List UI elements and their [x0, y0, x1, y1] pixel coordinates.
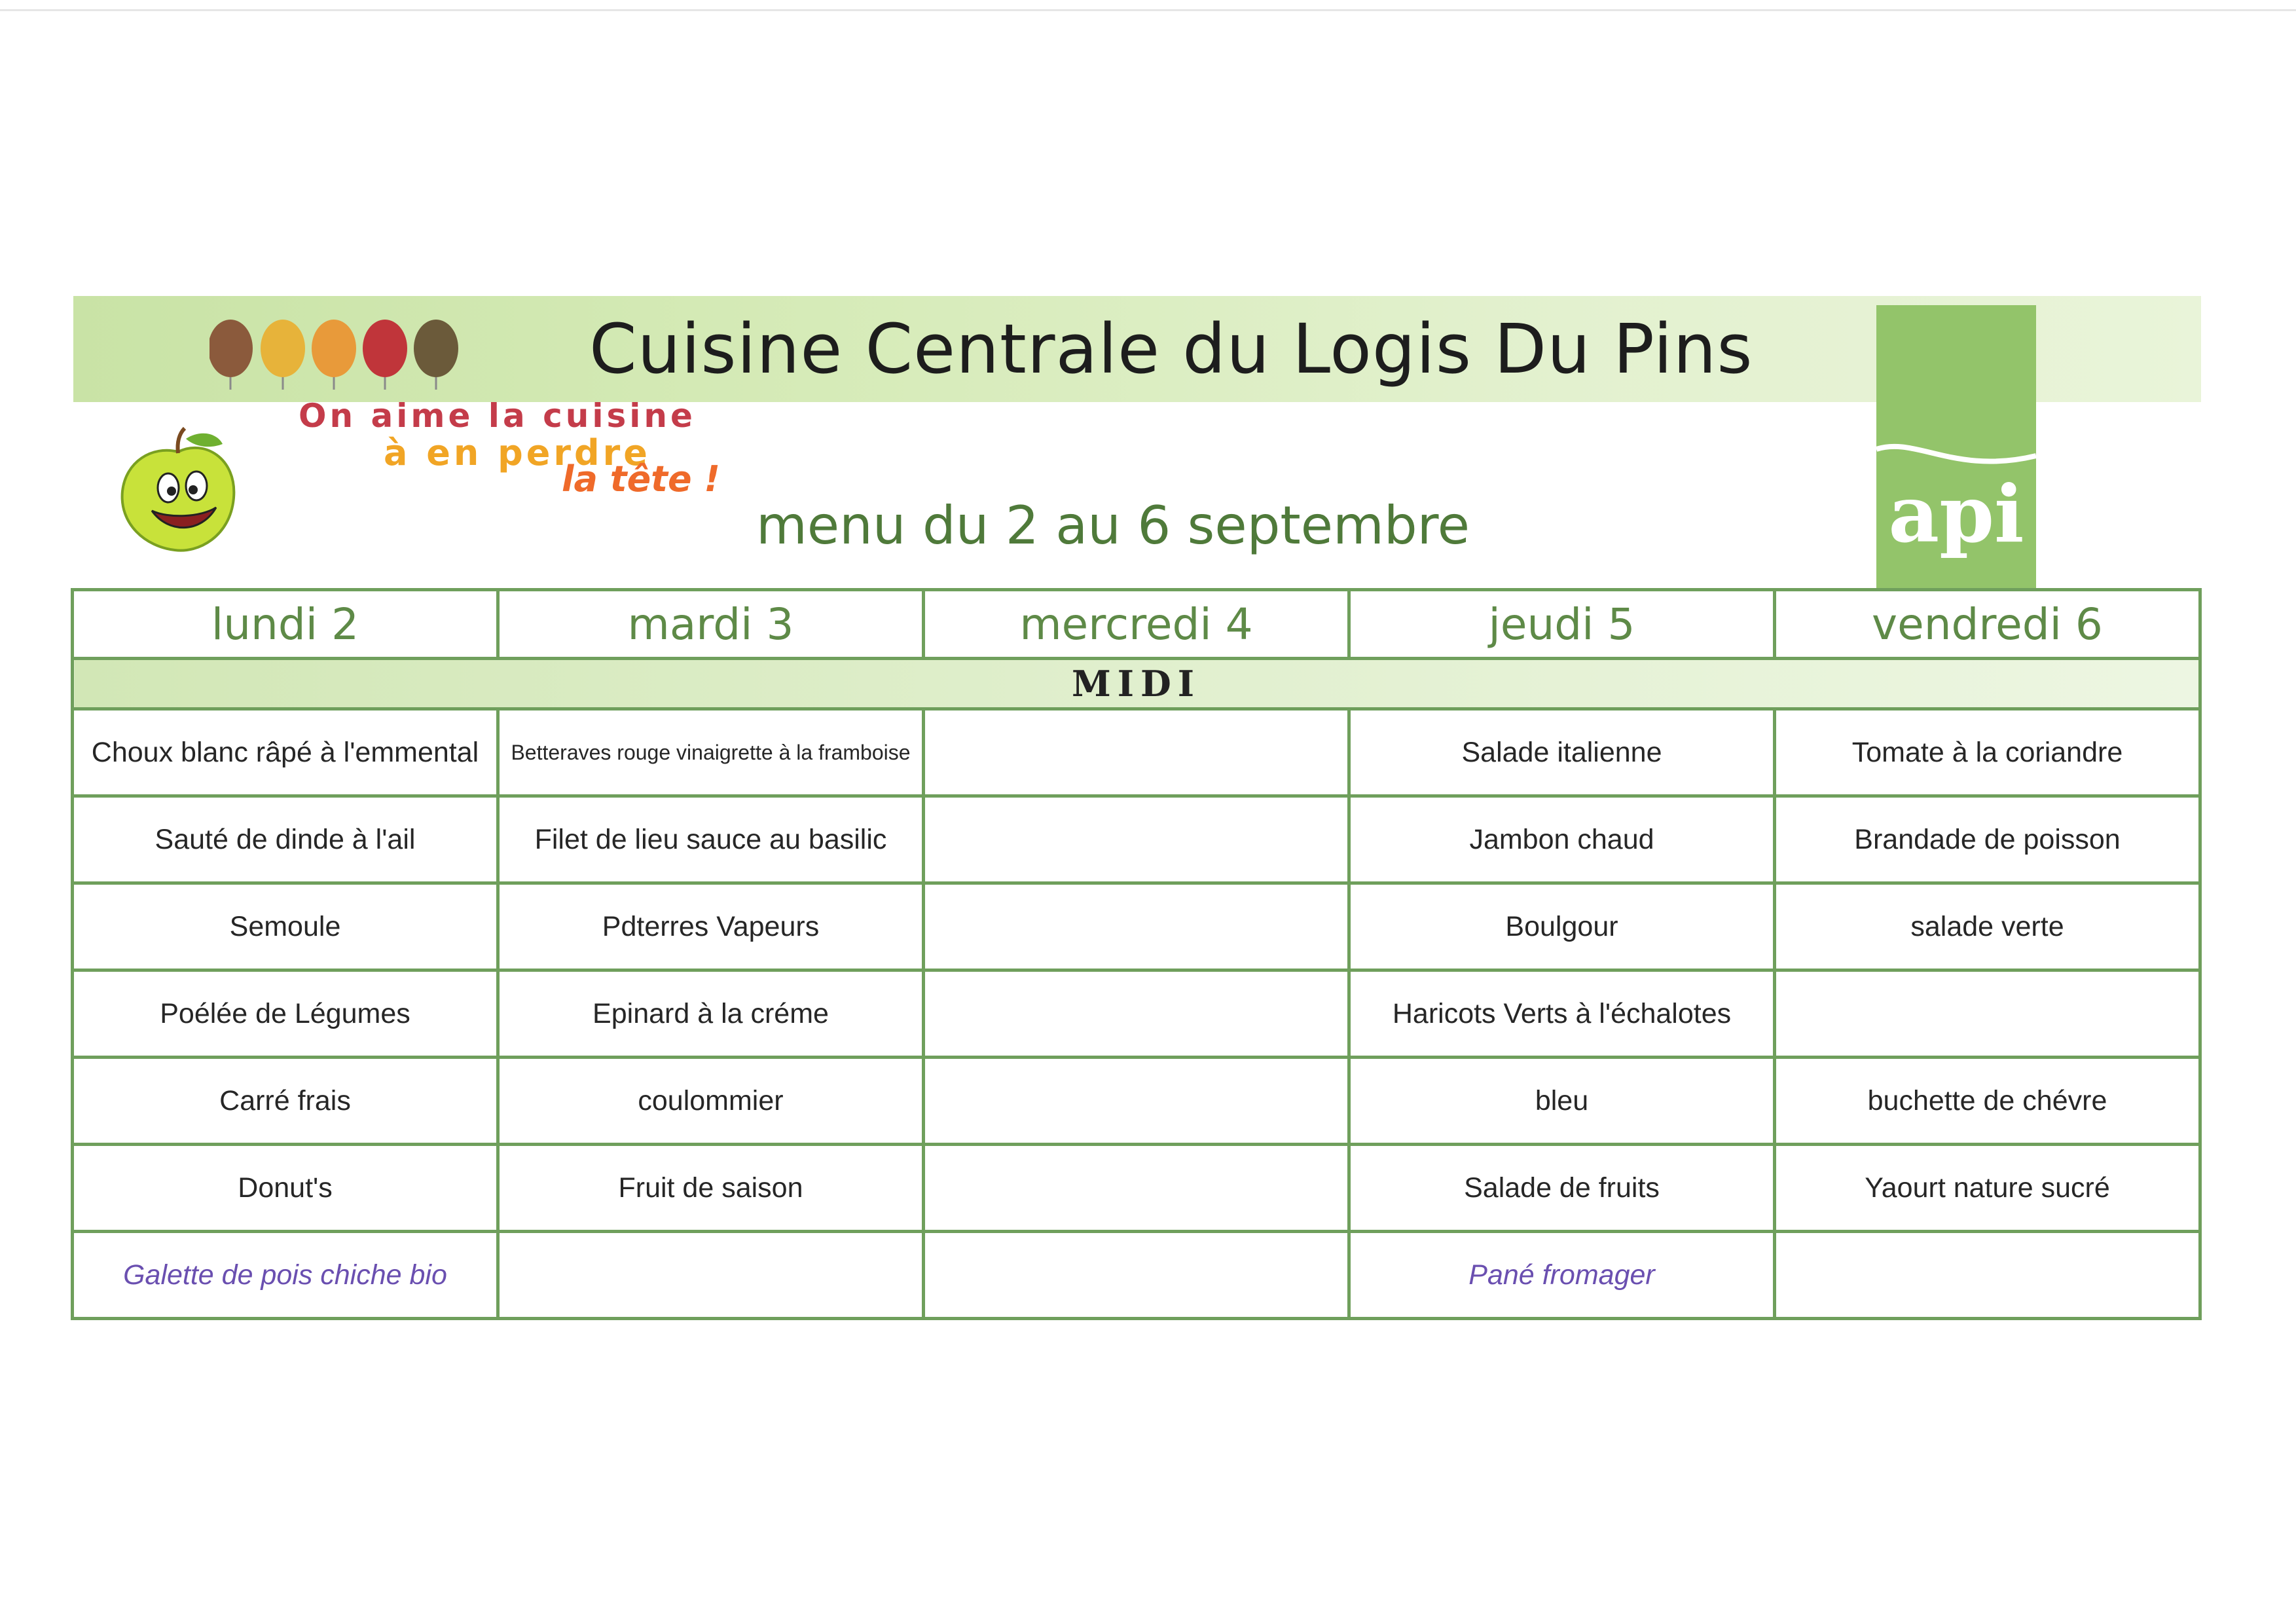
dish-cell — [924, 883, 1349, 970]
dish-cell: Sauté de dinde à l'ail — [73, 796, 498, 883]
dish-cell: Tomate à la coriandre — [1775, 709, 2200, 796]
page-title: Cuisine Centrale du Logis Du Pins — [589, 309, 1753, 389]
smiling-apple-icon — [113, 426, 244, 557]
dish-cell: Boulgour — [1349, 883, 1775, 970]
dish-cell — [924, 1145, 1349, 1232]
dish-cell — [924, 1058, 1349, 1145]
day-header: vendredi 6 — [1775, 590, 2200, 659]
vegetarian-dish-cell: Pané fromager — [1349, 1232, 1775, 1319]
day-header: mercredi 4 — [924, 590, 1349, 659]
dish-cell: Semoule — [73, 883, 498, 970]
table-row — [73, 709, 2200, 796]
dish-cell: bleu — [1349, 1058, 1775, 1145]
slogan-line-1: On aime la cuisine — [299, 397, 696, 435]
dish-cell: Jambon chaud — [1349, 796, 1775, 883]
dish-cell — [924, 796, 1349, 883]
table-row — [73, 1145, 2200, 1232]
logo-text: api — [1888, 468, 2024, 561]
dish-cell — [1775, 1232, 2200, 1319]
dish-cell — [1775, 970, 2200, 1058]
dish-cell: Haricots Verts à l'échalotes — [1349, 970, 1775, 1058]
table-row — [73, 970, 2200, 1058]
scan-edge-line — [0, 9, 2296, 11]
dish-cell: Betteraves rouge vinaigrette à la framboise — [498, 709, 924, 796]
slogan-line-3: la tête ! — [562, 458, 721, 500]
vegetarian-dish-cell: Galette de pois chiche bio — [73, 1232, 498, 1319]
dish-cell: salade verte — [1775, 883, 2200, 970]
service-row — [73, 659, 2200, 709]
menu-table — [71, 588, 2202, 1320]
dish-cell — [924, 709, 1349, 796]
dish-cell — [498, 1232, 924, 1319]
dish-cell: Epinard à la créme — [498, 970, 924, 1058]
table-row — [73, 1232, 2200, 1319]
colored-beads-icon — [210, 308, 471, 399]
dish-cell: Donut's — [73, 1145, 498, 1232]
dish-cell — [924, 970, 1349, 1058]
dish-cell: Carré frais — [73, 1058, 498, 1145]
dish-cell: Fruit de saison — [498, 1145, 924, 1232]
dish-cell: Filet de lieu sauce au basilic — [498, 796, 924, 883]
table-row — [73, 883, 2200, 970]
dish-cell: Poélée de Légumes — [73, 970, 498, 1058]
dish-cell: Salade italienne — [1349, 709, 1775, 796]
day-header: lundi 2 — [73, 590, 498, 659]
menu-subtitle: menu du 2 au 6 septembre — [756, 495, 1470, 556]
day-header: mardi 3 — [498, 590, 924, 659]
dish-cell: Pdterres Vapeurs — [498, 883, 924, 970]
service-label: MIDI — [73, 659, 2200, 709]
dish-cell: coulommier — [498, 1058, 924, 1145]
dish-cell: buchette de chévre — [1775, 1058, 2200, 1145]
day-header: jeudi 5 — [1349, 590, 1775, 659]
table-row — [73, 1058, 2200, 1145]
dish-cell: Yaourt nature sucré — [1775, 1145, 2200, 1232]
api-logo — [1876, 305, 2036, 597]
day-header-row — [73, 590, 2200, 659]
dish-cell: Brandade de poisson — [1775, 796, 2200, 883]
dish-cell: Choux blanc râpé à l'emmental — [73, 709, 498, 796]
dish-cell: Salade de fruits — [1349, 1145, 1775, 1232]
table-row — [73, 796, 2200, 883]
slogan-line-2: à en perdre — [384, 432, 651, 473]
dish-cell — [924, 1232, 1349, 1319]
